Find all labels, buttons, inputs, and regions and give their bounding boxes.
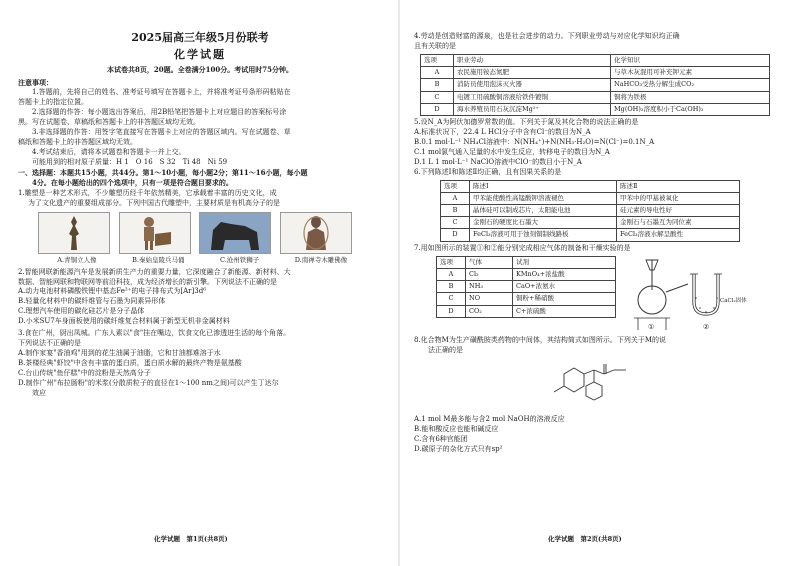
question-6 <box>414 168 784 242</box>
table-cell: NO <box>466 293 513 305</box>
table-cell: C <box>421 91 454 103</box>
apparatus-label-cacl2: CaCl₂固体 <box>720 297 747 304</box>
exam-subject: 化学试题 <box>174 47 226 61</box>
table-row[interactable] <box>441 229 740 241</box>
table-cell: 甲苯中的甲基被氧化 <box>617 192 740 204</box>
compound-m-structure <box>534 360 654 408</box>
q7-table <box>436 256 616 318</box>
table-cell: 铜将为铁极 <box>611 91 770 103</box>
notice-title: 注意事项： <box>18 78 53 88</box>
table-cell: NaHCO₃受热分解生成CO₂ <box>611 79 770 91</box>
table-header: 试剂 <box>513 256 616 268</box>
apparatus-label-1: ① <box>648 322 655 331</box>
table-row[interactable] <box>441 217 740 229</box>
notice-line: 黑。写在试题卷、草稿纸和答题卡上的非答题区域均无效。 <box>18 117 200 126</box>
question-5 <box>414 118 784 168</box>
exam-meta: 本试卷共8页，20题。全卷满分100分。考试用时75分钟。 <box>107 65 293 75</box>
table-header: 选项 <box>437 256 466 268</box>
table-cell: KMnO₄+浓盐酸 <box>513 268 616 280</box>
lab-apparatus-diagram <box>630 256 760 334</box>
q2-option-a[interactable]: A.动力电池材料磷酸铁锂中基态Fe²⁺的电子排布式为[Ar]3d⁶ <box>18 287 207 296</box>
question-8 <box>414 336 784 456</box>
q1-option-b[interactable]: B.秦始皇陵兵马俑 <box>132 256 185 265</box>
table-cell: A <box>421 67 454 79</box>
table-row[interactable] <box>437 268 616 280</box>
notice-line: 2.选择题的作答：每小题选出答案后，用2B铅笔把答题卡上对应题目的答案标号涂 <box>32 107 287 116</box>
table-cell: 电镀工用硫酸铜溶液给铁件镀铜 <box>454 91 611 103</box>
apparatus-label-2: ② <box>703 322 710 331</box>
table-cell: C+浓硫酸 <box>513 305 616 317</box>
table-cell: 与草木灰混用可补充钾元素 <box>611 67 770 79</box>
table-cell: 消防员使用泡沫灭火器 <box>454 79 611 91</box>
table-header-row <box>441 180 740 192</box>
section-title-cont: 4分。在每小题给出的四个选项中，只有一项是符合题目要求的。 <box>32 177 233 187</box>
table-row[interactable] <box>421 67 770 79</box>
iron-lion-image <box>199 212 271 254</box>
table-header: 陈述Ⅱ <box>617 180 740 192</box>
terracotta-warrior-image <box>119 212 191 254</box>
table-header: 气体 <box>466 256 513 268</box>
question-2 <box>18 268 382 328</box>
q5-option-d[interactable]: D.1 L 1 mol·L⁻¹ NaClO溶液中ClO⁻的数目小于N_A <box>414 157 582 166</box>
q5-option-c[interactable]: C.1 mol氯气通入足量的水中发生反应，转移电子的数目为N_A <box>414 147 610 156</box>
table-header-row <box>437 256 616 268</box>
table-cell: NH₃ <box>466 281 513 293</box>
q8-option-d[interactable]: D.碳原子的杂化方式只有sp² <box>414 445 503 454</box>
q6-stem: 6.下列陈述Ⅰ和陈述Ⅱ均正确，且有因果关系的是 <box>414 167 562 176</box>
q2-stem-cont: 数据、智能网联和物联网等前沿科技，成为经济增长的新引擎。下列说法不正确的是 <box>18 277 277 286</box>
table-cell: C <box>441 217 470 229</box>
q8-stem-cont: 法正确的是 <box>428 345 463 354</box>
q8-option-c[interactable]: C.含有6种官能团 <box>414 435 468 444</box>
table-header: 陈述Ⅰ <box>470 180 617 192</box>
question-4 <box>414 32 784 116</box>
q6-table <box>440 180 740 242</box>
q5-option-a[interactable]: A.标准状况下，22.4 L HCl分子中含有Cl⁻的数目为N_A <box>414 127 591 136</box>
q1-stem: 1.雕塑是一种艺术形式，不少雕塑历经千年依然精美，它承载着丰富的历史文化，成 <box>18 189 277 198</box>
q8-option-a[interactable]: A.1 mol M最多能与含2 mol NaOH的溶液反应 <box>414 415 565 424</box>
q4-stem-cont: 且有关联的是 <box>414 41 456 50</box>
q4-table <box>420 54 770 116</box>
section-title: 一、选择题：本题共15小题，共44分。第1～10小题，每小题2分；第11～16小题，每小题 <box>18 167 308 177</box>
q5-stem: 5.设N_A为阿伏加德罗常数的值。下列关于氮及其化合物的说法正确的是 <box>414 117 639 126</box>
table-cell: CaO+浓氨水 <box>513 281 616 293</box>
table-row[interactable] <box>437 281 616 293</box>
page-footer-left: 化学试题 第1页(共8页) <box>154 534 228 543</box>
q1-option-c[interactable]: C.沧州铁狮子 <box>220 256 260 265</box>
table-cell: 甲苯能使酸性高锰酸钾溶液褪色 <box>470 192 617 204</box>
question-7 <box>414 244 784 334</box>
table-cell: 铜粉+稀硝酸 <box>513 293 616 305</box>
table-cell: 晶体硅可以制成芯片，太阳能电池 <box>470 205 617 217</box>
table-cell: B <box>421 79 454 91</box>
question-3 <box>18 329 382 399</box>
table-header: 选项 <box>441 180 470 192</box>
table-row[interactable] <box>441 192 740 204</box>
q7-content <box>436 256 784 334</box>
question-1 <box>18 189 382 265</box>
q1-images <box>18 212 382 254</box>
table-cell: B <box>437 281 466 293</box>
wooden-buddha-image <box>280 212 352 254</box>
table-row[interactable] <box>437 305 616 317</box>
q2-option-b[interactable]: B.轻量化材料中的碳纤维管与石墨为同素异形体 <box>18 297 166 306</box>
notice-line: 1.答题前，先将自己的姓名、准考证号填写在答题卡上，并将准考证号条形码粘贴在 <box>32 88 291 97</box>
q8-option-b[interactable]: B.能和酸反应也能和碱反应 <box>414 425 499 434</box>
table-cell: 金刚石的硬度比石墨大 <box>470 217 617 229</box>
table-cell: D <box>421 103 454 115</box>
table-cell: D <box>437 305 466 317</box>
q3-option-d[interactable]: D.制作广州"布拉肠粉"的米浆(分散质粒子的直径在1～100 nm之间)可以产生丁达尔 <box>18 378 279 387</box>
q1-options <box>18 256 382 265</box>
q1-option-d[interactable]: D.南禅寺木雕佛像 <box>294 256 348 265</box>
q3-stem: 3.食在广州，厨出凤城。广东人素以"食"挂在嘴边，饮食文化已渗透进生活的每个角落。 <box>18 329 291 338</box>
bronze-figure-image <box>38 212 110 254</box>
notice-line: 答题卡上的指定位置。 <box>18 98 88 107</box>
q1-stem-cont: 为了文化遗产的重要组成部分。下列中国古代雕塑中，主要材质是有机高分子的是 <box>28 199 280 208</box>
table-row[interactable] <box>421 91 770 103</box>
table-cell: A <box>441 192 470 204</box>
table-row[interactable] <box>421 103 770 115</box>
table-cell: C <box>437 293 466 305</box>
table-cell: A <box>437 268 466 280</box>
table-cell: 农民施用铵态氮肥 <box>454 67 611 79</box>
table-row[interactable] <box>437 293 616 305</box>
q5-option-b[interactable]: B.0.1 mol·L⁻¹ NH₄Cl溶液中：N(NH₄⁺)+N(NH₃·H₂O)=N(Cl⁻)=0.1N_A <box>414 137 655 146</box>
q7-stem: 7.用如图所示的装置①和②能分别完成相应气体的制备和干燥实验的是 <box>414 243 631 252</box>
table-cell: 金刚石与石墨互为同位素 <box>617 217 740 229</box>
table-cell: FeCl₃溶液水解呈酸性 <box>617 229 740 241</box>
exam-title: 2025届高三年级5月份联考 <box>131 31 269 44</box>
table-row[interactable] <box>421 79 770 91</box>
q1-option-a[interactable]: A.青铜立人像 <box>57 256 97 265</box>
table-header: 化学知识 <box>611 54 770 66</box>
table-header: 职业劳动 <box>454 54 611 66</box>
table-cell: FeCl₃溶液可用于蚀刻铜制线路板 <box>470 229 617 241</box>
table-header: 选项 <box>421 54 454 66</box>
atomic-mass: 可能用到的相对原子质量：H 1 O 16 S 32 Ti 48 Ni 59 <box>32 157 228 166</box>
table-cell: D <box>441 229 470 241</box>
notice-line: 3.非选择题的作答：用签字笔直接写在答题卡上对应的答题区域内。写在试题卷、草 <box>32 127 291 136</box>
table-row[interactable] <box>441 205 740 217</box>
q3-option-d-cont: 效应 <box>32 388 46 397</box>
q3-option-a[interactable]: A.制作家宴"香油鸡"用到的花生油属于油脂，它和甘油都难溶于水 <box>18 349 221 358</box>
q2-option-c[interactable]: C.理想汽车使用的碳化硅芯片是分子晶体 <box>18 307 145 316</box>
table-cell: B <box>441 205 470 217</box>
page-2 <box>400 0 800 566</box>
q8-stem: 8.化合物M为生产磺酰胺类药物的中间体，其结构简式如图所示。下列关于M的说 <box>414 335 667 344</box>
table-cell: 海水养殖员用石灰沉淀Mg²⁺ <box>454 103 611 115</box>
q3-option-c[interactable]: C.台山传统"鱼仔糕"中的淀粉是天然高分子 <box>18 368 151 377</box>
notice-line: 稿纸和答题卡上的非答题区域均无效。 <box>18 137 137 146</box>
table-cell: Mg(OH)₂溶度积小于Ca(OH)₂ <box>611 103 770 115</box>
table-header-row <box>421 54 770 66</box>
table-cell: CO₂ <box>466 305 513 317</box>
q3-option-b[interactable]: B.茶楼经典"虾饺"中含有丰富的蛋白质，蛋白质水解的最终产物是氨基酸 <box>18 359 242 367</box>
table-cell: 硅元素的导电性好 <box>617 205 740 217</box>
q2-option-d[interactable]: D.小米SU7车身面板使用的碳纤维复合材料属于新型无机非金属材料 <box>18 317 230 326</box>
q3-stem-cont: 下列说法不正确的是 <box>18 339 81 348</box>
page-footer-right: 化学试题 第2页(共8页) <box>548 534 622 543</box>
table-cell: Cl₂ <box>466 268 513 280</box>
q4-stem: 4.劳动是创造财富的源泉，也是社会进步的动力。下列职业劳动与对应化学知识均正确 <box>414 32 680 40</box>
q2-stem: 2.智能网联新能源汽车是发展新质生产力的重要力量，它深度融合了新能源、新材料、大 <box>18 267 291 276</box>
notice-line: 4.考试结束后，请将本试题卷和答题卡一并上交。 <box>32 147 186 156</box>
